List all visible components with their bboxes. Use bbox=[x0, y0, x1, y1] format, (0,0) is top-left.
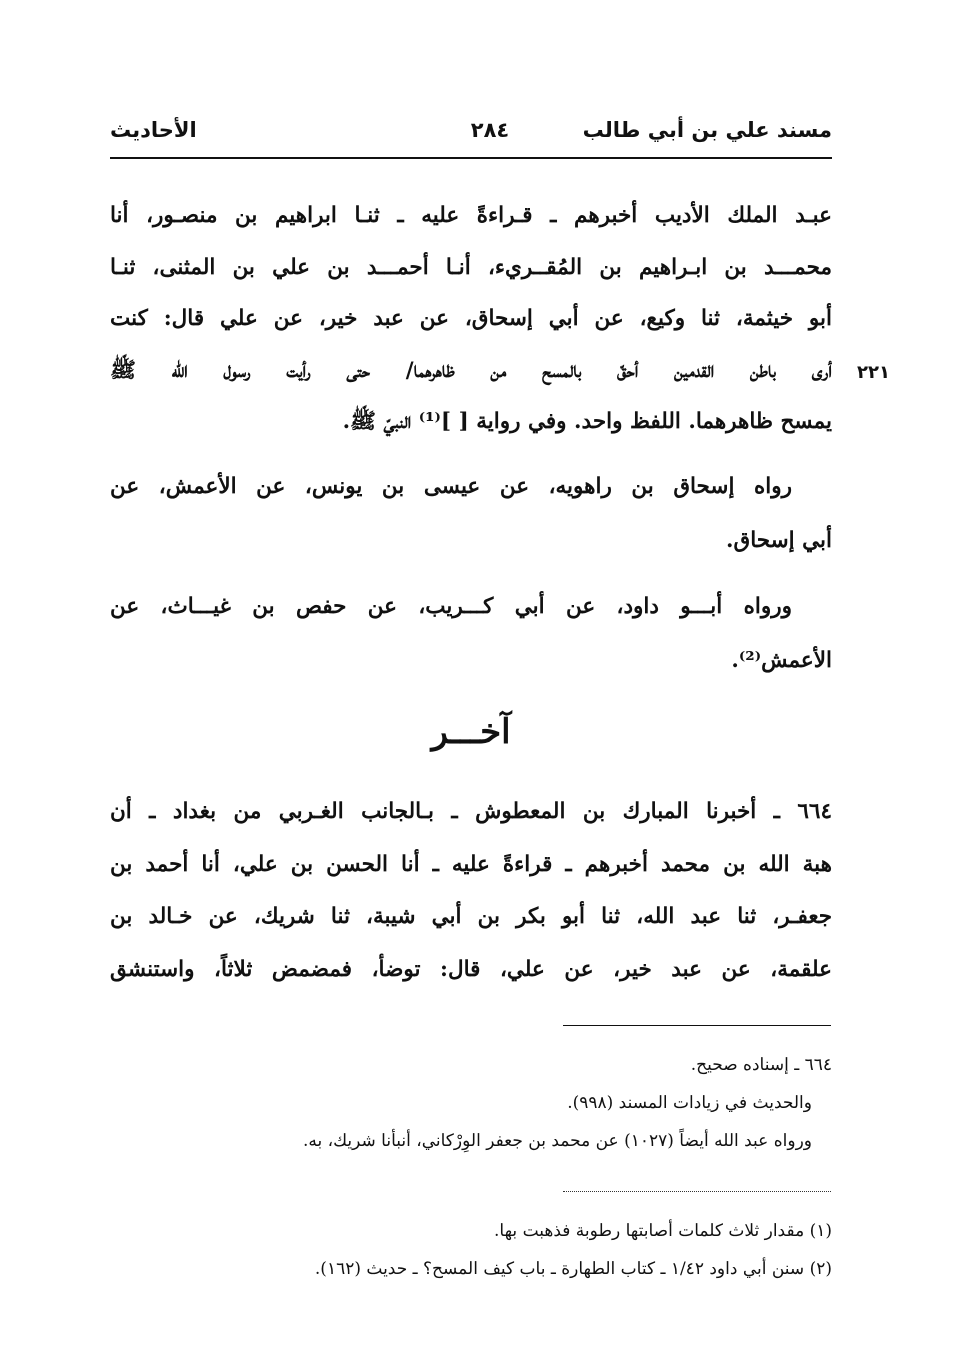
text-line: عبـد الملك الأديب أخبرهم ـ قـراءةً عليه ـ ثنـا ابراهيم بن منصـور، أنا bbox=[110, 203, 832, 228]
editor-footnotes bbox=[110, 1212, 832, 1288]
hadith-continuation-paragraph bbox=[110, 190, 832, 448]
footnote-line: والحديث في زيادات المسند (٩٩٨). bbox=[567, 1093, 812, 1113]
footnote-line: (٢) سنن أبي داود ١/٤٢ ـ كتاب الطهارة ـ باب كيف المسح؟ ـ حديث (١٦٢). bbox=[314, 1259, 832, 1279]
footnote-separator bbox=[563, 1191, 831, 1192]
narration-paragraph bbox=[110, 580, 832, 688]
text-line: يمسح ظاهرهما. اللفظ واحد. وفي رواية [ ]⁽¹⁾ النبيّ ﷺ. bbox=[342, 409, 832, 434]
text-line: أرى باطن القدمين أحقّ بالمسح من ظاهرهما/ حتى رأيت رسول الله ﷺ bbox=[110, 357, 832, 383]
section-title: آخـــر bbox=[431, 712, 511, 752]
text-line: أبي إسحاق. bbox=[726, 528, 832, 553]
text-line: أبو خيثمة، ثنا وكيع، عن أبي إسحاق، عن عبد خير، عن علي قال: كنت bbox=[110, 306, 832, 331]
footnote-line: ٦٦٤ ـ إسناده صحيح. bbox=[690, 1055, 832, 1075]
margin-page-reference: ٢٢١ bbox=[857, 362, 890, 383]
text-line: علقمة، عن عبد خير، عن علي، قال: توضأ، فمضمض ثلاثاً، واستنشق bbox=[110, 956, 832, 982]
text-line: محمـــد بن ابـراهيم بن المُقــريء، أنـا أحمـــد بن علي بن المثنى، ثنـا bbox=[110, 254, 832, 280]
hadith-paragraph bbox=[110, 786, 832, 996]
book-title: مسند علي بن أبي طالب bbox=[582, 118, 832, 142]
text-line: رواه إسحاق بن راهويه، عن عيسى بن يونس، عن الأعمش، عن bbox=[110, 474, 792, 499]
page-number: ٢٨٤ bbox=[470, 118, 510, 142]
footnote-line: ورواه عبد الله أيضاً (١٠٢٧) عن محمد بن جعفر الوِرْكاني، أنبأنا شريك، به. bbox=[302, 1131, 812, 1151]
footnote-rule bbox=[563, 1025, 831, 1026]
text-line: هبة الله بن محمد أخبرهم ـ قراءةً عليه ـ أنا الحسن بن علي، أنا أحمد بن bbox=[110, 851, 832, 877]
header-rule bbox=[110, 157, 832, 159]
text-line: ورواه أبـــو داود، عن أبي كـــريب، عن حفص بن غيـــاث، عن bbox=[110, 594, 792, 619]
running-head bbox=[110, 118, 832, 158]
text-line: ٦٦٤ ـ أخبرنا المبارك بن المعطوش ـ بـالجانب الغـربي من بغداد ـ أن bbox=[110, 799, 832, 824]
text-line: الأعمش⁽²⁾. bbox=[731, 648, 832, 673]
hadith-footnotes bbox=[110, 1046, 832, 1160]
text-line: جعفـر، ثنا عبد الله، ثنا أبو بكر بن أبي شيبة، ثنا شريك، عن خـالد بن bbox=[110, 904, 832, 929]
chapter-title: الأحاديث bbox=[110, 118, 197, 142]
footnote-line: (١) مقدار ثلاث كلمات أصابتها رطوبة فذهبت بها. bbox=[494, 1221, 832, 1241]
narration-paragraph bbox=[110, 460, 832, 568]
